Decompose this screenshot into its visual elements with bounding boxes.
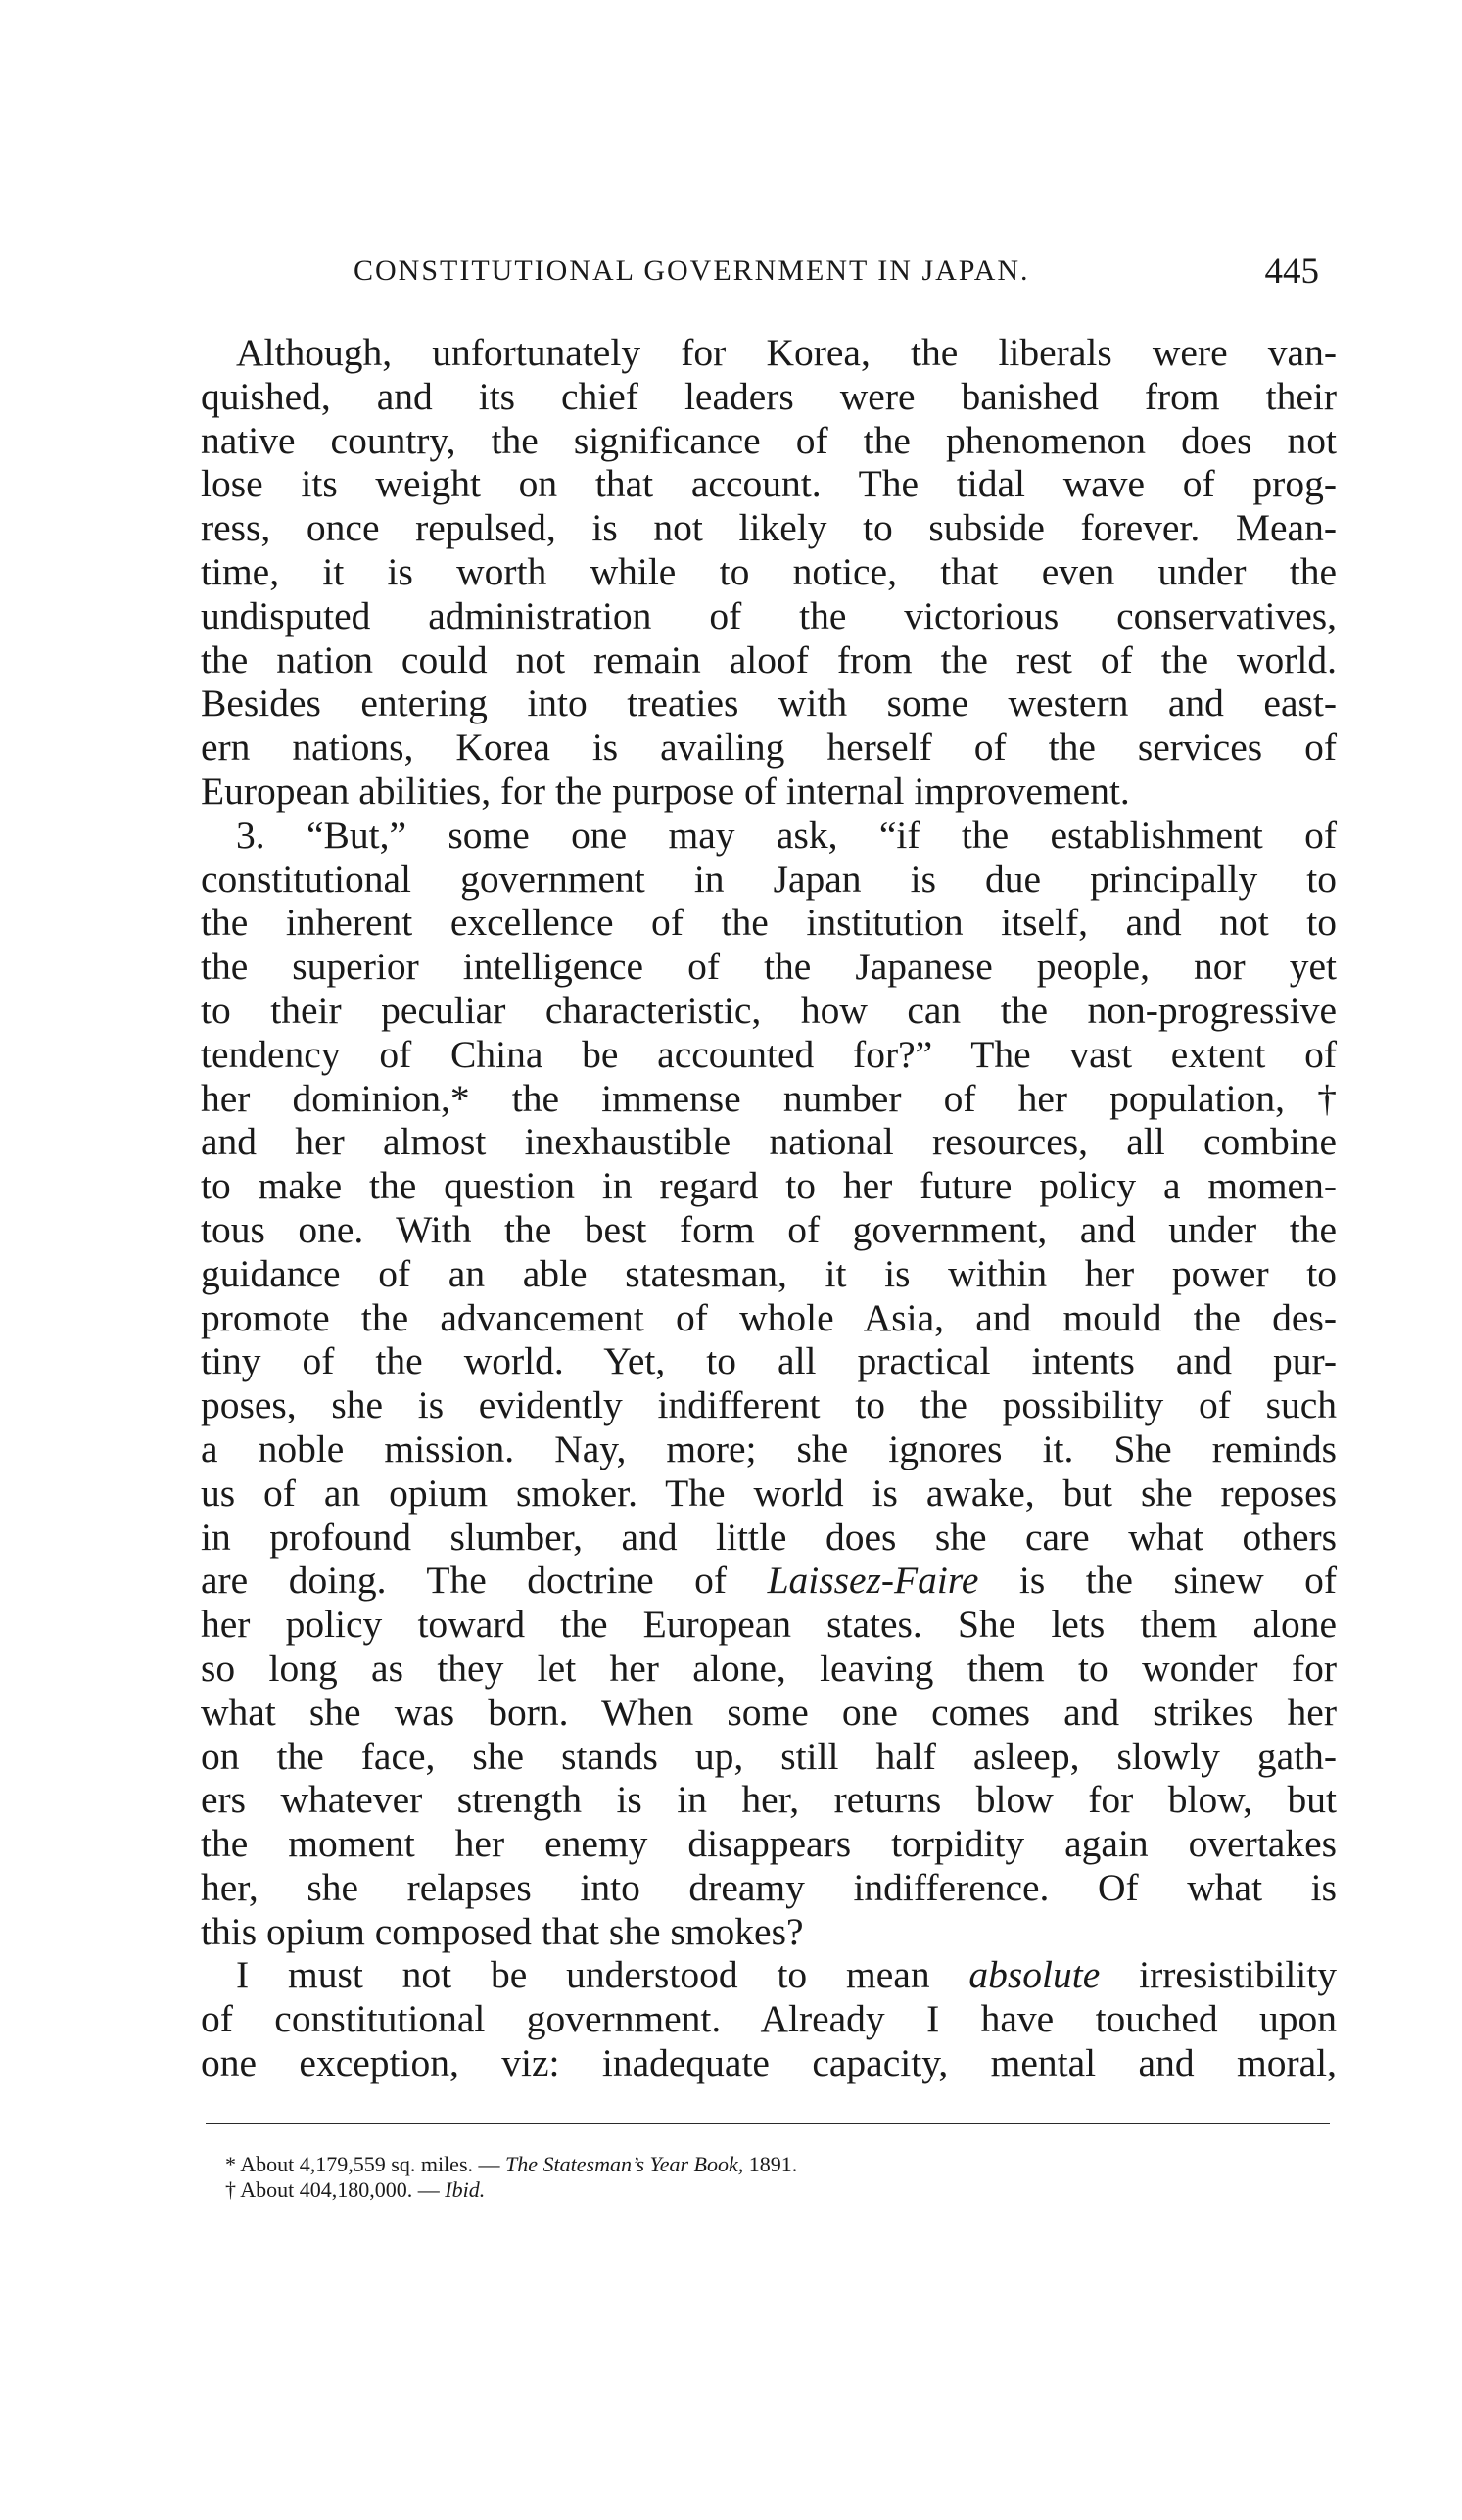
text-line: lose its weight on that account. The tidal wave of prog- [201, 462, 1337, 506]
text-line: constitutional government in Japan is due principally to [201, 857, 1337, 901]
footnote-source: Ibid. [445, 2177, 486, 2202]
text-line: tous one. With the best form of government, and under the [201, 1207, 1337, 1251]
text-line: in profound slumber, and little does she care what others [201, 1515, 1337, 1559]
text-line: native country, the significance of the phenomenon does not [201, 418, 1337, 462]
text-line: time, it is worth while to notice, that even under the [201, 549, 1337, 593]
text-line: Although, unfortunately for Korea, the liberals were van- [236, 331, 1337, 374]
text-line: poses, she is evidently indifferent to the possibility of such [201, 1383, 1337, 1427]
text-line: this opium composed that she smokes? [201, 1909, 804, 1953]
text-segment: are doing. The doctrine of [201, 1559, 728, 1603]
footnote [225, 2152, 1302, 2177]
text-line: her policy toward the European states. She lets them alone [201, 1603, 1337, 1647]
text-segment: is the sinew of [1018, 1559, 1337, 1603]
footnote-year: 1891. [748, 2152, 798, 2176]
text-line: ress, once repulsed, is not likely to subside forever. Mean- [201, 506, 1337, 550]
text-line: ern nations, Korea is availing herself of the services of [201, 725, 1337, 770]
text-line: 3. “But,” some one may ask, “if the establishment of [236, 813, 1337, 857]
footnote-source: The Statesman’s Year Book, [505, 2152, 744, 2176]
text-line: us of an opium smoker. The world is awake, but she reposes [201, 1470, 1337, 1515]
page-number: 445 [1264, 252, 1319, 292]
text-line: to make the question in regard to her future policy a momen- [201, 1164, 1337, 1208]
text-line: guidance of an able statesman, it is within her power to [201, 1251, 1337, 1295]
text-line: promote the advancement of whole Asia, and mould the des- [201, 1295, 1337, 1339]
text-line: a noble mission. Nay, more; she ignores it. She reminds [201, 1426, 1337, 1470]
italic-term: Laissez-Faire [767, 1559, 979, 1603]
text-line: what she was born. When some one comes and strikes her [201, 1690, 1337, 1734]
text-line: one exception, viz: inadequate capacity, mental and moral, [201, 2041, 1337, 2085]
text-line: the nation could not remain aloof from the rest of the world. [201, 637, 1337, 681]
text-line: tendency of China be accounted for?” The vast extent of [201, 1032, 1337, 1076]
text-line: Besides entering into treaties with some western and east- [201, 681, 1337, 725]
footnotes [225, 2152, 1302, 2203]
text-line [201, 1953, 1337, 1997]
body-text [201, 331, 1337, 2085]
text-line: so long as they let her alone, leaving them to wonder for [201, 1646, 1337, 1690]
text-line: the moment her enemy disappears torpidity again overtakes [201, 1822, 1337, 1866]
text-line: the superior intelligence of the Japanese people, nor yet [201, 945, 1337, 989]
text-segment: I must not be understood to mean [236, 1953, 930, 1997]
text-line: her, she relapses into dreamy indifference. Of what is [201, 1865, 1337, 1909]
italic-term: absolute [968, 1953, 1101, 1997]
running-head [201, 251, 1337, 300]
text-line: European abilities, for the purpose of internal improvement. [201, 769, 1130, 813]
text-line: tiny of the world. Yet, to all practical intents and pur- [201, 1339, 1337, 1383]
footnote-divider [206, 2123, 1330, 2124]
footnote-text: † About 404,180,000. — [225, 2177, 440, 2202]
text-segment: irresistibility [1139, 1953, 1338, 1997]
text-line: undisputed administration of the victorious conservatives, [201, 593, 1337, 637]
text-line: on the face, she stands up, still half asleep, slowly gath- [201, 1734, 1337, 1778]
footnote [225, 2177, 1302, 2203]
text-line: quished, and its chief leaders were banished from their [201, 374, 1337, 418]
text-line: ers whatever strength is in her, returns blow for blow, but [201, 1778, 1337, 1822]
footnote-text: * About 4,179,559 sq. miles. — [225, 2152, 500, 2176]
text-line: of constitutional government. Already I have touched upon [201, 1997, 1337, 2041]
running-title: CONSTITUTIONAL GOVERNMENT IN JAPAN. [354, 255, 1030, 287]
text-line [201, 1559, 1337, 1603]
text-line: and her almost inexhaustible national resources, all combine [201, 1120, 1337, 1164]
text-line: to their peculiar characteristic, how can the non-progressive [201, 988, 1337, 1032]
text-line: her dominion,* the immense number of her population,† [201, 1076, 1337, 1120]
text-line: the inherent excellence of the institution itself, and not to [201, 901, 1337, 945]
